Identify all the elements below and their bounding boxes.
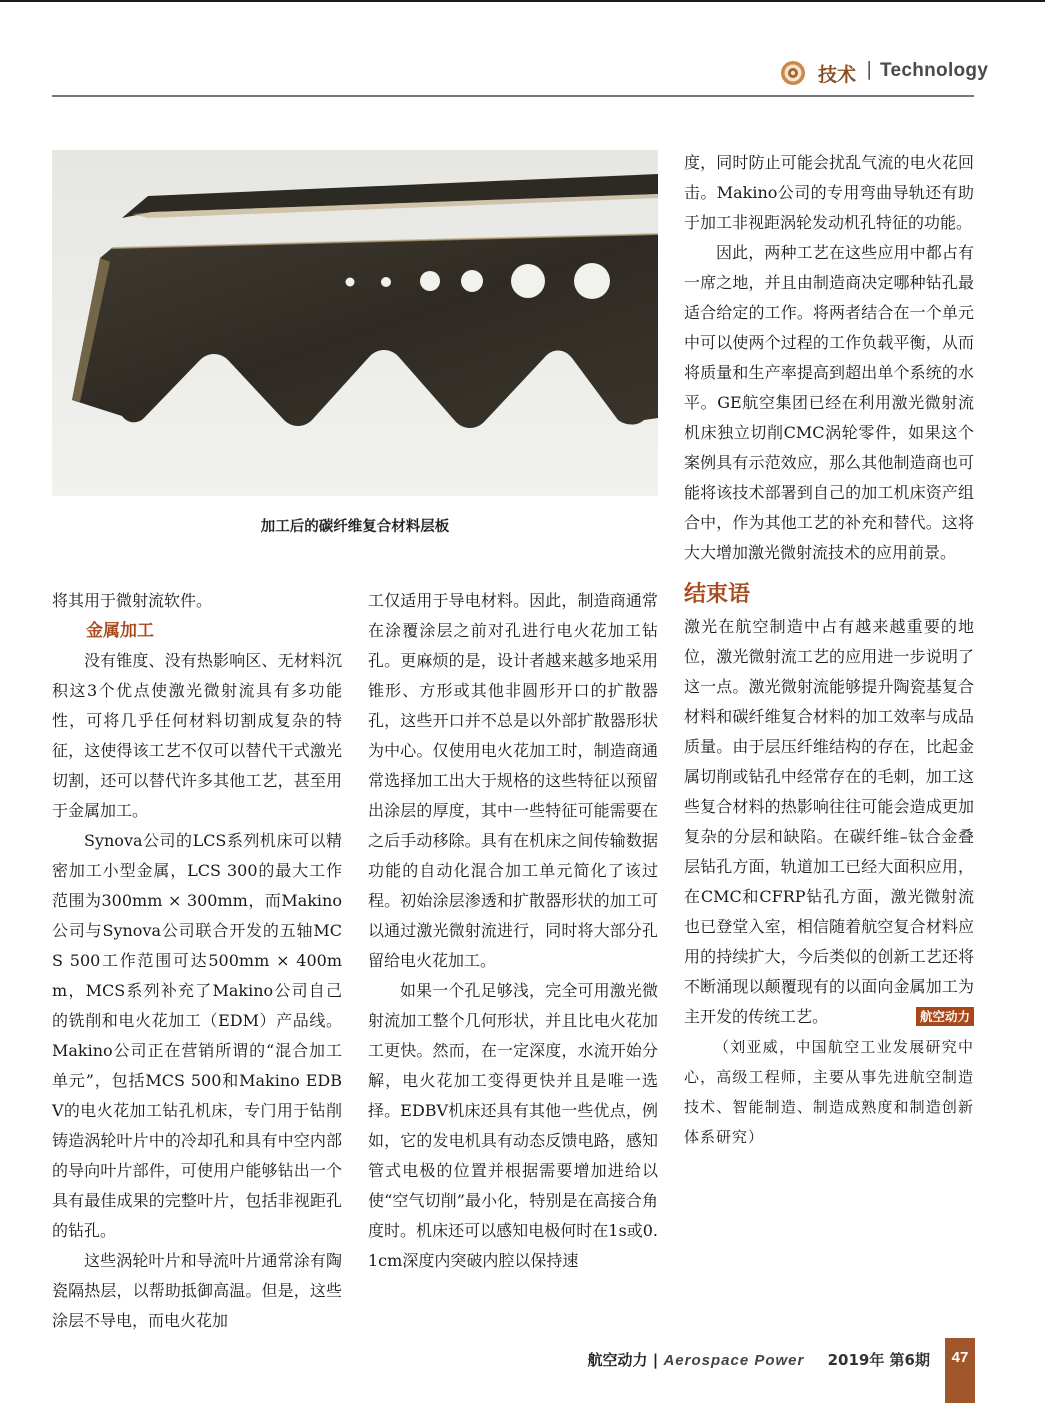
body-column-3 [684, 148, 974, 1152]
subheading-metal-processing: 金属加工 [86, 621, 154, 641]
body-column-1 [52, 586, 342, 1336]
composite-laminate-photo [52, 150, 658, 496]
issue-label: 2019年 第6期 [827, 1351, 930, 1369]
paragraph: 这些涡轮叶片和导流叶片通常涂有陶瓷隔热层，以帮助抵御高温。但是，这些涂层不导电，而电火花加 [52, 1251, 342, 1330]
page-number-tab [945, 1338, 975, 1403]
paragraph: 将其用于微射流软件。 [52, 591, 213, 610]
journal-separator: | [652, 1351, 659, 1369]
section-separator: | [866, 58, 873, 80]
journal-name-en: Aerospace Power [663, 1352, 805, 1369]
heading-conclusion: 结束语 [684, 582, 751, 607]
section-title-cn: 技术 [818, 64, 857, 86]
paragraph-text: 激光在航空制造中占有越来越重要的地位，激光微射流工艺的应用进一步说明了这一点。激光微射流能够提升陶瓷基复合材料和碳纤维复合材料的加工效率与成品质量。由于层压纤维结构的存在，比起金属切削或钻孔中经常存在的毛刺，加工这些复合材料的热影响往往可能会造成更加复杂的分层和缺陷。在碳纤维–钛合金叠层钻孔方面，轨道加工已经大面积应用，在CMC和CFRP钻孔方面，激光微射流也已登堂入室，相信随着航空复合材料应用的持续扩大，今后类似的创新工艺还将不断涌现以颠覆现有的以面向金属加工为主开发的传统工艺。 [684, 617, 974, 1026]
top-border [0, 0, 1045, 2]
paragraph-conclusion [684, 612, 974, 1032]
footer-publication [587, 1349, 930, 1370]
author-credit: （刘亚威，中国航空工业发展研究中心，高级工程师，主要从事先进航空制造技术、智能制造、制造成熟度和制造创新体系研究） [684, 1038, 974, 1146]
section-title-en: Technology [880, 60, 989, 81]
page-number: 47 [951, 1349, 969, 1366]
body-column-2 [368, 586, 658, 1276]
paragraph: 因此，两种工艺在这些应用中都占有一席之地，并且由制造商决定哪种钻孔最适合给定的工作。将两者结合在一个单元中可以使两个过程的工作负载平衡，从而将质量和生产率提高到超出单个系统的水平。GE航空集团已经在利用激光微射流机床独立切削CMC涡轮零件，如果这个案例具有示范效应，那么其他制造商也可能将该技术部署到自己的加工机床资产组合中，作为其他工艺的补充和替代。这将大大增加激光微射流技术的应用前景。 [684, 243, 974, 562]
paragraph: 如果一个孔足够浅，完全可用激光微射流加工整个几何形状，并且比电火花加工更快。然而，在一定深度，水流开始分解，电火花加工变得更快并且是唯一选择。EDBV机床还具有其他一些优点，例如，它的发电机具有动态反馈电路，感知管式电极的位置并根据需要增加进给以使“空气切削”最小化，特别是在高接合角度时。机床还可以感知电极何时在1s或0.1cm深度内突破内腔以保持速 [368, 981, 658, 1270]
paragraph: 没有锥度、没有热影响区、无材料沉积这3个优点使激光微射流具有多功能性，可将几乎任何材料切割成复杂的特征，这使得该工艺不仅可以替代干式激光切割，还可以替代许多其他工艺，甚至用于金属加工。 [52, 651, 342, 820]
header-rule [52, 95, 974, 97]
gear-seal-icon [780, 60, 806, 86]
paragraph: Synova公司的LCS系列机床可以精密加工小型金属，LCS 300的最大工作范围为300mm × 300mm，而Makino公司与Synova公司联合开发的五轴MCS 500工作范围可达500mm × 400mm，MCS系列补充了Makino公司自己的铣削和电火花加工（EDM）产品线。Makino公司正在营销所谓的“混合加工单元”，包括MCS 500和Makino EDBV的电火花加工钻孔机床，专门用于钻削铸造涡轮叶片中的冷却孔和具有中空内部的导向叶片部件，可使用户能够钻出一个具有最佳成果的完整叶片，包括非视距孔的钻孔。 [52, 831, 342, 1240]
figure-caption: 加工后的碳纤维复合材料层板 [260, 519, 450, 535]
journal-name-cn: 航空动力 [587, 1351, 648, 1369]
end-badge: 航空动力 [916, 1007, 974, 1026]
paragraph: 工仅适用于导电材料。因此，制造商通常在涂覆涂层之前对孔进行电火花加工钻孔。更麻烦的是，设计者越来越多地采用锥形、方形或其他非圆形开口的扩散器孔，这些开口并不总是以外部扩散器形状为中心。仅使用电火花加工时，制造商通常选择加工出大于规格的这些特征以预留出涂层的厚度，其中一些特征可能需要在之后手动移除。具有在机床之间传输数据功能的自动化混合加工单元简化了该过程。初始涂层渗透和扩散器形状的加工可以通过激光微射流进行，同时将大部分孔留给电火花加工。 [368, 591, 658, 970]
paragraph: 度，同时防止可能会扰乱气流的电火花回击。Makino公司的专用弯曲导轨还有助于加工非视距涡轮发动机孔特征的功能。 [684, 153, 974, 232]
